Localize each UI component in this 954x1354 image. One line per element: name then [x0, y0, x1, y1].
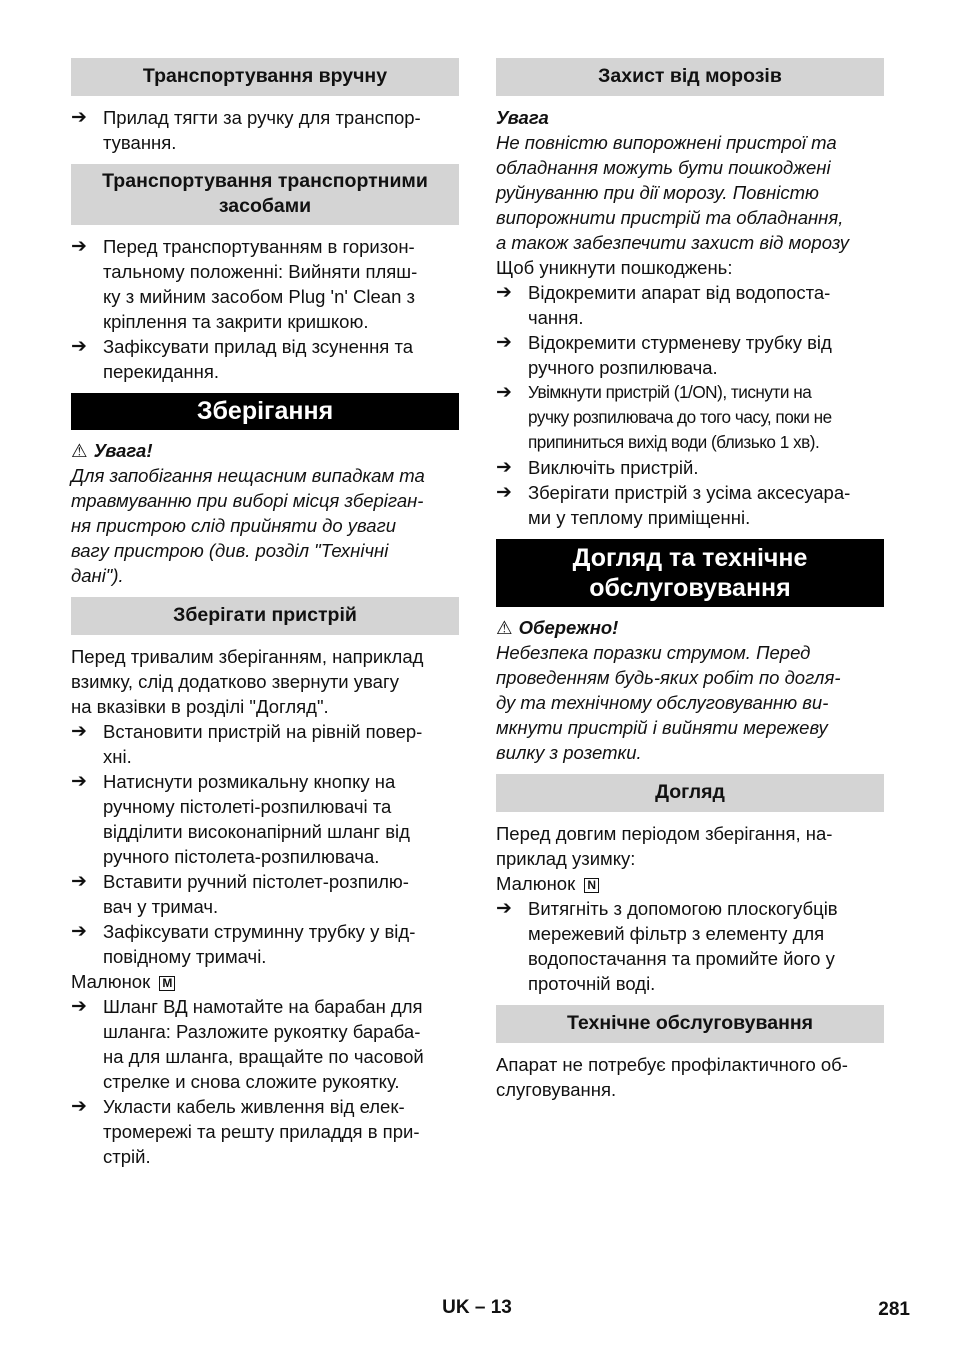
- list-item: [496, 896, 884, 996]
- arrow-icon: ➔: [496, 457, 512, 478]
- list-item: [71, 1094, 459, 1169]
- right-column: [496, 58, 884, 1102]
- arrow-icon: ➔: [71, 921, 87, 942]
- warning-text: Для запобігання нещасним випадкам та травмуванню при виборі місця зберіган- ня пристрою слід прийняти до уваги вагу пристрою (див. розділ "Технічні дані").: [71, 465, 425, 586]
- list-item: [71, 994, 459, 1094]
- list-item-text: Перед транспортуванням в горизон- тальному положенні: Вийняти пляш- ку з мийним засобом Plug 'n' Clean з кріплення та закрити кришкою.: [103, 236, 418, 332]
- heading-care-maintenance: Догляд та технічне обслуговування: [496, 539, 884, 607]
- arrow-icon: ➔: [496, 332, 512, 353]
- figure-letter: N: [584, 878, 599, 893]
- heading-store-device: Зберігати пристрій: [71, 597, 459, 635]
- list-item-text: Увімкнути пристрій (1/ON), тиснути на ручку розпилювача до того часу, поки не припиниться вихід води (близько 1 хв).: [528, 382, 832, 452]
- list-item: ➔ Прилад тягти за ручку для транспор- тування.: [71, 107, 421, 153]
- warning-icon: ⚠: [71, 440, 88, 461]
- warning-icon: ⚠: [496, 617, 513, 638]
- arrow-icon: ➔: [496, 482, 512, 503]
- heading-care: Догляд: [496, 774, 884, 812]
- caution-text: Небезпека поразки струмом. Перед проведенням будь-яких робіт по догля- ду та технічному обслуговуванню ви- мкнути пристрій і вийняти мережеву вилку з розетки.: [496, 642, 841, 763]
- heading-storage: Зберігання: [71, 393, 459, 430]
- list-item-text: Відокремити стурменеву трубку від ручного розпилювача.: [528, 332, 832, 378]
- arrow-icon: ➔: [71, 771, 87, 792]
- list-item: [496, 380, 884, 455]
- heading-transport-vehicle: Транспортування транспортними засобами: [71, 164, 459, 225]
- list-item: [71, 234, 459, 334]
- heading-service: Технічне обслуговування: [496, 1005, 884, 1043]
- list-item-text: Відокремити апарат від водопоста- чання.: [528, 282, 831, 328]
- list-item: [496, 480, 884, 530]
- frost-label: Увага: [496, 107, 549, 128]
- care-intro: Перед довгим періодом зберігання, на- приклад узимку:: [496, 823, 833, 869]
- warning-label: ⚠ Увага!: [71, 440, 153, 461]
- service-text: Апарат не потребує профілактичного об- слуговування.: [496, 1054, 848, 1100]
- list-item: [496, 330, 884, 380]
- figure-reference: Малюнок N: [496, 871, 884, 896]
- frost-intro: Щоб уникнути пошкоджень:: [496, 257, 733, 278]
- list-item-text: Встановити пристрій на рівній повер- хні.: [103, 721, 423, 767]
- left-column: [71, 58, 459, 1169]
- heading-frost: Захист від морозів: [496, 58, 884, 96]
- list-item-text: Вставити ручний пістолет-розпилю- вач у тримач.: [103, 871, 409, 917]
- list-item: ➔ Виключіть пристрій.: [496, 457, 699, 478]
- list-item-text: Зафіксувати струминну трубку у від- повідному тримачі.: [103, 921, 416, 967]
- arrow-icon: ➔: [71, 871, 87, 892]
- store-intro: Перед тривалим зберіганням, наприклад взимку, слід додатково звернути увагу на вказівки в розділі "Догляд".: [71, 646, 424, 717]
- list-item-text: Зафіксувати прилад від зсунення та перекидання.: [103, 336, 414, 382]
- heading-transport-manual: Транспортування вручну: [71, 58, 459, 96]
- arrow-icon: ➔: [71, 336, 87, 357]
- arrow-icon: ➔: [496, 898, 512, 919]
- caution-label: ⚠ Обережно!: [496, 617, 619, 638]
- arrow-icon: ➔: [71, 236, 87, 257]
- arrow-icon: ➔: [71, 996, 87, 1017]
- arrow-icon: ➔: [496, 282, 512, 303]
- list-item: [71, 719, 459, 769]
- list-item-text: Шланг ВД намотайте на барабан для шланга: Разложите рукоятку бараба- на для шланга, вращайте по часовой стрелке и снова сложите рукоятку.: [103, 996, 424, 1092]
- page-number: 281: [878, 1299, 910, 1320]
- arrow-icon: ➔: [71, 1096, 87, 1117]
- list-item: [71, 869, 459, 919]
- list-item: [71, 919, 459, 969]
- footer-section-label: UK – 13: [442, 1297, 512, 1318]
- list-item-text: Натиснути розмикальну кнопку на ручному пістолеті-розпилювачі та відділити високонапірний шланг від ручного пістолета-розпилювача.: [103, 771, 410, 867]
- arrow-icon: ➔: [71, 107, 87, 128]
- list-item-text: Зберігати пристрій з усіма аксесуара- ми у теплому приміщенні.: [528, 482, 851, 528]
- frost-text: Не повністю випорожнені пристрої та обладнання можуть бути пошкоджені руйнуванню при дії морозу. Повністю випорожнити пристрій та обладнання, а також забезпечити захист від морозу: [496, 132, 850, 253]
- list-item: [71, 769, 459, 869]
- arrow-icon: ➔: [496, 382, 512, 403]
- list-item-text: Витягніть з допомогою плоскогубців мережевий фільтр з елементу для водопостачання та промийте його у проточній воді.: [528, 898, 838, 994]
- list-item: [71, 334, 459, 384]
- figure-letter: M: [159, 976, 175, 991]
- list-item-text: Укласти кабель живлення від елек- тромережі та решту приладдя в при- стрій.: [103, 1096, 420, 1167]
- arrow-icon: ➔: [71, 721, 87, 742]
- list-item: [496, 280, 884, 330]
- figure-reference: Малюнок M: [71, 969, 459, 994]
